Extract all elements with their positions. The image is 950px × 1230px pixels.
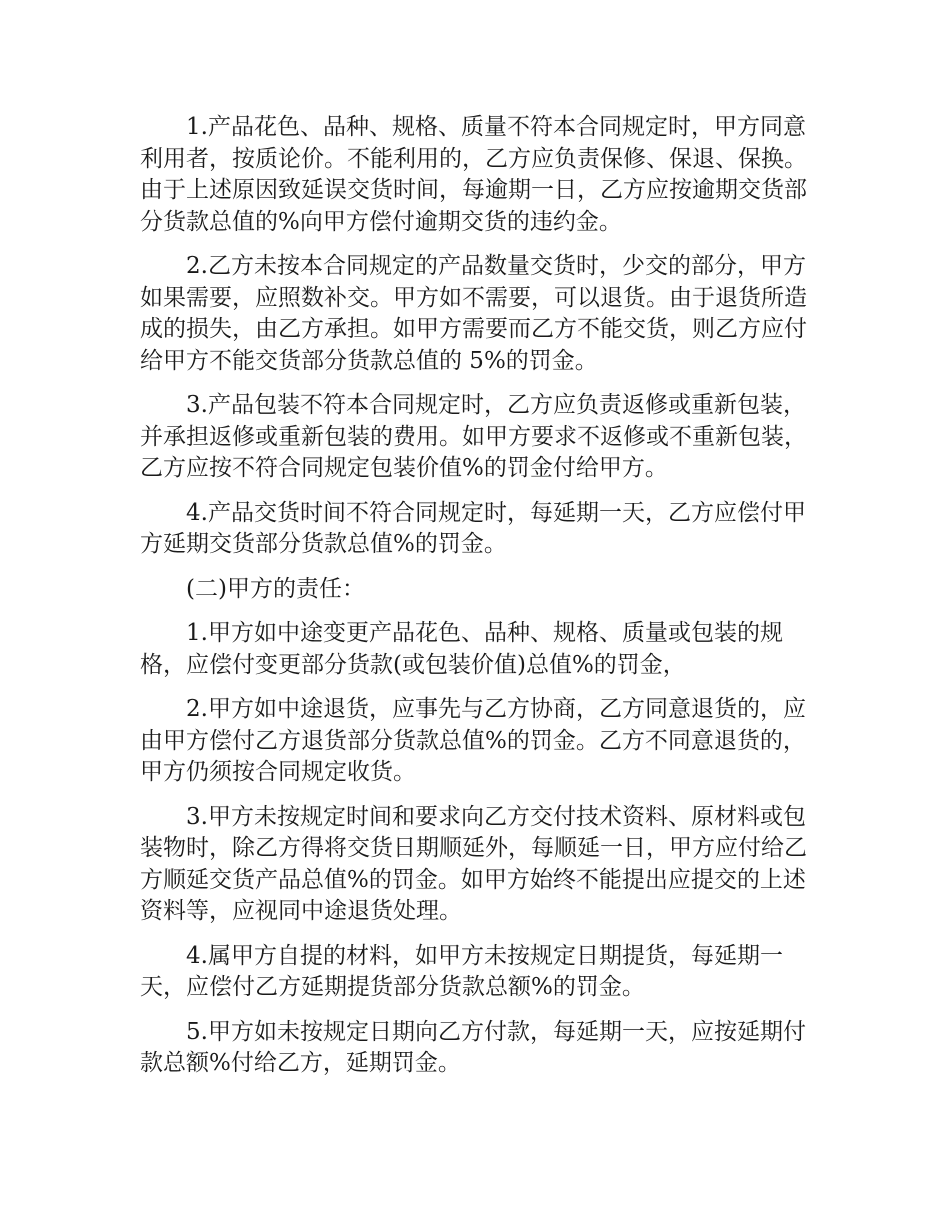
clause-buyer-4: 4.属甲方自提的材料，如甲方未按规定日期提货，每延期一天，应偿付乙方延期提货部分货款总额%的罚金。 (140, 942, 783, 1000)
clause-seller-1: 1.产品花色、品种、规格、质量不符本合同规定时，甲方同意利用者，按质论价。不能利用的，乙方应负责保修、保退、保换。由于上述原因致延误交货时间，每逾期一日，乙方应按逾期交货部分货款总值的%向甲方偿付逾期交货的违约金。 (140, 114, 807, 235)
clause-buyer-5: 5.甲方如未按规定日期向乙方付款，每延期一天，应按延期付款总额%付给乙方，延期罚金。 (140, 1018, 806, 1076)
clause-buyer-1: 1.甲方如中途变更产品花色、品种、规格、质量或包装的规格，应偿付变更部分货款(或包装价值)总值%的罚金， (140, 620, 783, 678)
clause-seller-2: 2.乙方未按本合同规定的产品数量交货时，少交的部分，甲方如果需要，应照数补交。甲方如不需要，可以退货。由于退货所造成的损失，由乙方承担。如甲方需要而乙方不能交货，则乙方应付给甲方不能交货部分货款总值的 5%的罚金。 (140, 253, 807, 374)
clause-seller-4: 4.产品交货时间不符合同规定时，每延期一天，乙方应偿付甲方延期交货部分货款总值%的罚金。 (140, 499, 806, 557)
clause-buyer-2: 2.甲方如中途退货，应事先与乙方协商，乙方同意退货的，应由甲方偿付乙方退货部分货款总值%的罚金。乙方不同意退货的，甲方仍须按合同规定收货。 (140, 696, 806, 785)
clause-buyer-3: 3.甲方未按规定时间和要求向乙方交付技术资料、原材料或包装物时，除乙方得将交货日期顺延外，每顺延一日，甲方应付给乙方顺延交货产品总值%的罚金。如甲方始终不能提出应提交的上述资料等，应视同中途退货处理。 (140, 803, 807, 924)
section-heading-buyer-liability: (二)甲方的责任： (186, 575, 365, 602)
document-body (140, 112, 810, 1093)
clause-seller-3: 3.产品包装不符本合同规定时，乙方应负责返修或重新包装，并承担返修或重新包装的费用。如甲方要求不返修或不重新包装，乙方应按不符合同规定包装价值%的罚金付给甲方。 (140, 392, 807, 481)
